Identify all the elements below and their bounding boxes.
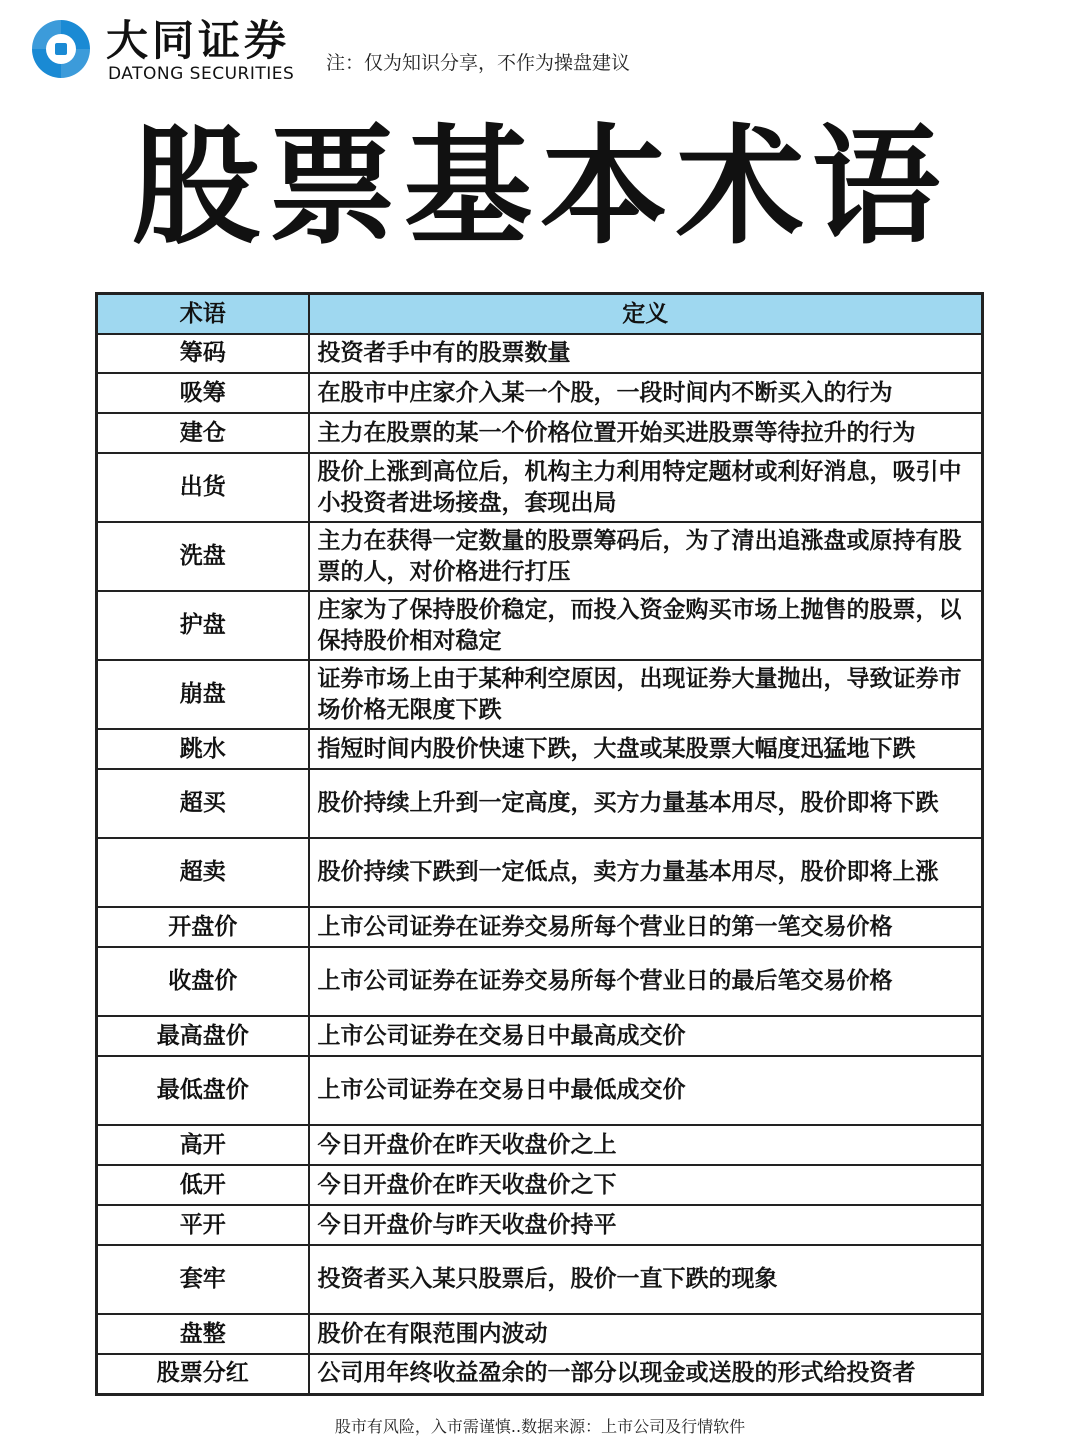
table-row [97,522,983,591]
terms-table-body [97,334,983,1394]
term-cell: 崩盘 [97,660,309,729]
datong-logo-icon [28,16,94,82]
term-cell: 平开 [97,1205,309,1245]
header [28,12,1058,92]
table-row [97,453,983,522]
definition-cell: 股价持续下跌到一定低点，卖方力量基本用尽，股价即将上涨 [309,838,983,907]
page-title: 股票基本术语 [131,113,948,262]
table-row [97,729,983,769]
term-cell: 出货 [97,453,309,522]
definition-cell: 股价在有限范围内波动 [309,1314,983,1354]
table-row [97,1354,983,1394]
terms-table [95,292,984,1396]
term-cell: 建仓 [97,413,309,453]
definition-cell: 在股市中庄家介入某一个股，一段时间内不断买入的行为 [309,373,983,413]
table-row [97,373,983,413]
term-cell: 超卖 [97,838,309,907]
definition-cell: 今日开盘价与昨天收盘价持平 [309,1205,983,1245]
definition-cell: 上市公司证券在证券交易所每个营业日的最后笔交易价格 [309,947,983,1016]
term-cell: 收盘价 [97,947,309,1016]
term-cell: 低开 [97,1165,309,1205]
table-row [97,838,983,907]
term-cell: 套牢 [97,1245,309,1314]
definition-cell: 今日开盘价在昨天收盘价之上 [309,1125,983,1165]
definition-cell: 庄家为了保持股价稳定，而投入资金购买市场上抛售的股票，以保持股价相对稳定 [309,591,983,660]
brand-name-en: DATONG SECURITIES [108,64,295,84]
column-header-term: 术语 [97,294,309,335]
definition-cell: 上市公司证券在交易日中最低成交价 [309,1056,983,1125]
definition-cell: 投资者手中有的股票数量 [309,334,983,373]
table-row [97,947,983,1016]
table-row [97,413,983,453]
term-cell: 洗盘 [97,522,309,591]
disclaimer: 注：仅为知识分享，不作为操盘建议 [326,52,631,74]
definition-cell: 上市公司证券在交易日中最高成交价 [309,1016,983,1056]
table-row [97,1245,983,1314]
table-row [97,660,983,729]
term-cell: 吸筹 [97,373,309,413]
definition-cell: 指短时间内股价快速下跌，大盘或某股票大幅度迅猛地下跌 [309,729,983,769]
definition-cell: 主力在股票的某一个价格位置开始买进股票等待拉升的行为 [309,413,983,453]
table-row [97,769,983,838]
term-cell: 超买 [97,769,309,838]
definition-cell: 投资者买入某只股票后，股价一直下跌的现象 [309,1245,983,1314]
term-cell: 盘整 [97,1314,309,1354]
brand-name-cn: 大同证券 [106,16,291,65]
definition-cell: 主力在获得一定数量的股票筹码后，为了清出追涨盘或原持有股票的人，对价格进行打压 [309,522,983,591]
definition-cell: 今日开盘价在昨天收盘价之下 [309,1165,983,1205]
definition-cell: 股价持续上升到一定高度，买方力量基本用尽，股价即将下跌 [309,769,983,838]
term-cell: 最高盘价 [97,1016,309,1056]
definition-cell: 股价上涨到高位后，机构主力利用特定题材或利好消息，吸引中小投资者进场接盘，套现出局 [309,453,983,522]
term-cell: 股票分红 [97,1354,309,1394]
table-row [97,1056,983,1125]
column-header-definition: 定义 [309,294,983,335]
table-row [97,907,983,947]
table-row [97,1205,983,1245]
term-cell: 筹码 [97,334,309,373]
table-row [97,591,983,660]
table-row [97,1016,983,1056]
term-cell: 最低盘价 [97,1056,309,1125]
term-cell: 高开 [97,1125,309,1165]
definition-cell: 上市公司证券在证券交易所每个营业日的第一笔交易价格 [309,907,983,947]
table-row [97,1314,983,1354]
definition-cell: 证券市场上由于某种利空原因，出现证券大量抛出，导致证券市场价格无限度下跌 [309,660,983,729]
footer-note: 股市有风险，入市需谨慎..数据来源：上市公司及行情软件 [334,1417,746,1436]
table-row [97,334,983,373]
term-cell: 开盘价 [97,907,309,947]
term-cell: 跳水 [97,729,309,769]
table-header-row [97,294,983,335]
table-row [97,1125,983,1165]
table-row [97,1165,983,1205]
term-cell: 护盘 [97,591,309,660]
definition-cell: 公司用年终收益盈余的一部分以现金或送股的形式给投资者 [309,1354,983,1394]
